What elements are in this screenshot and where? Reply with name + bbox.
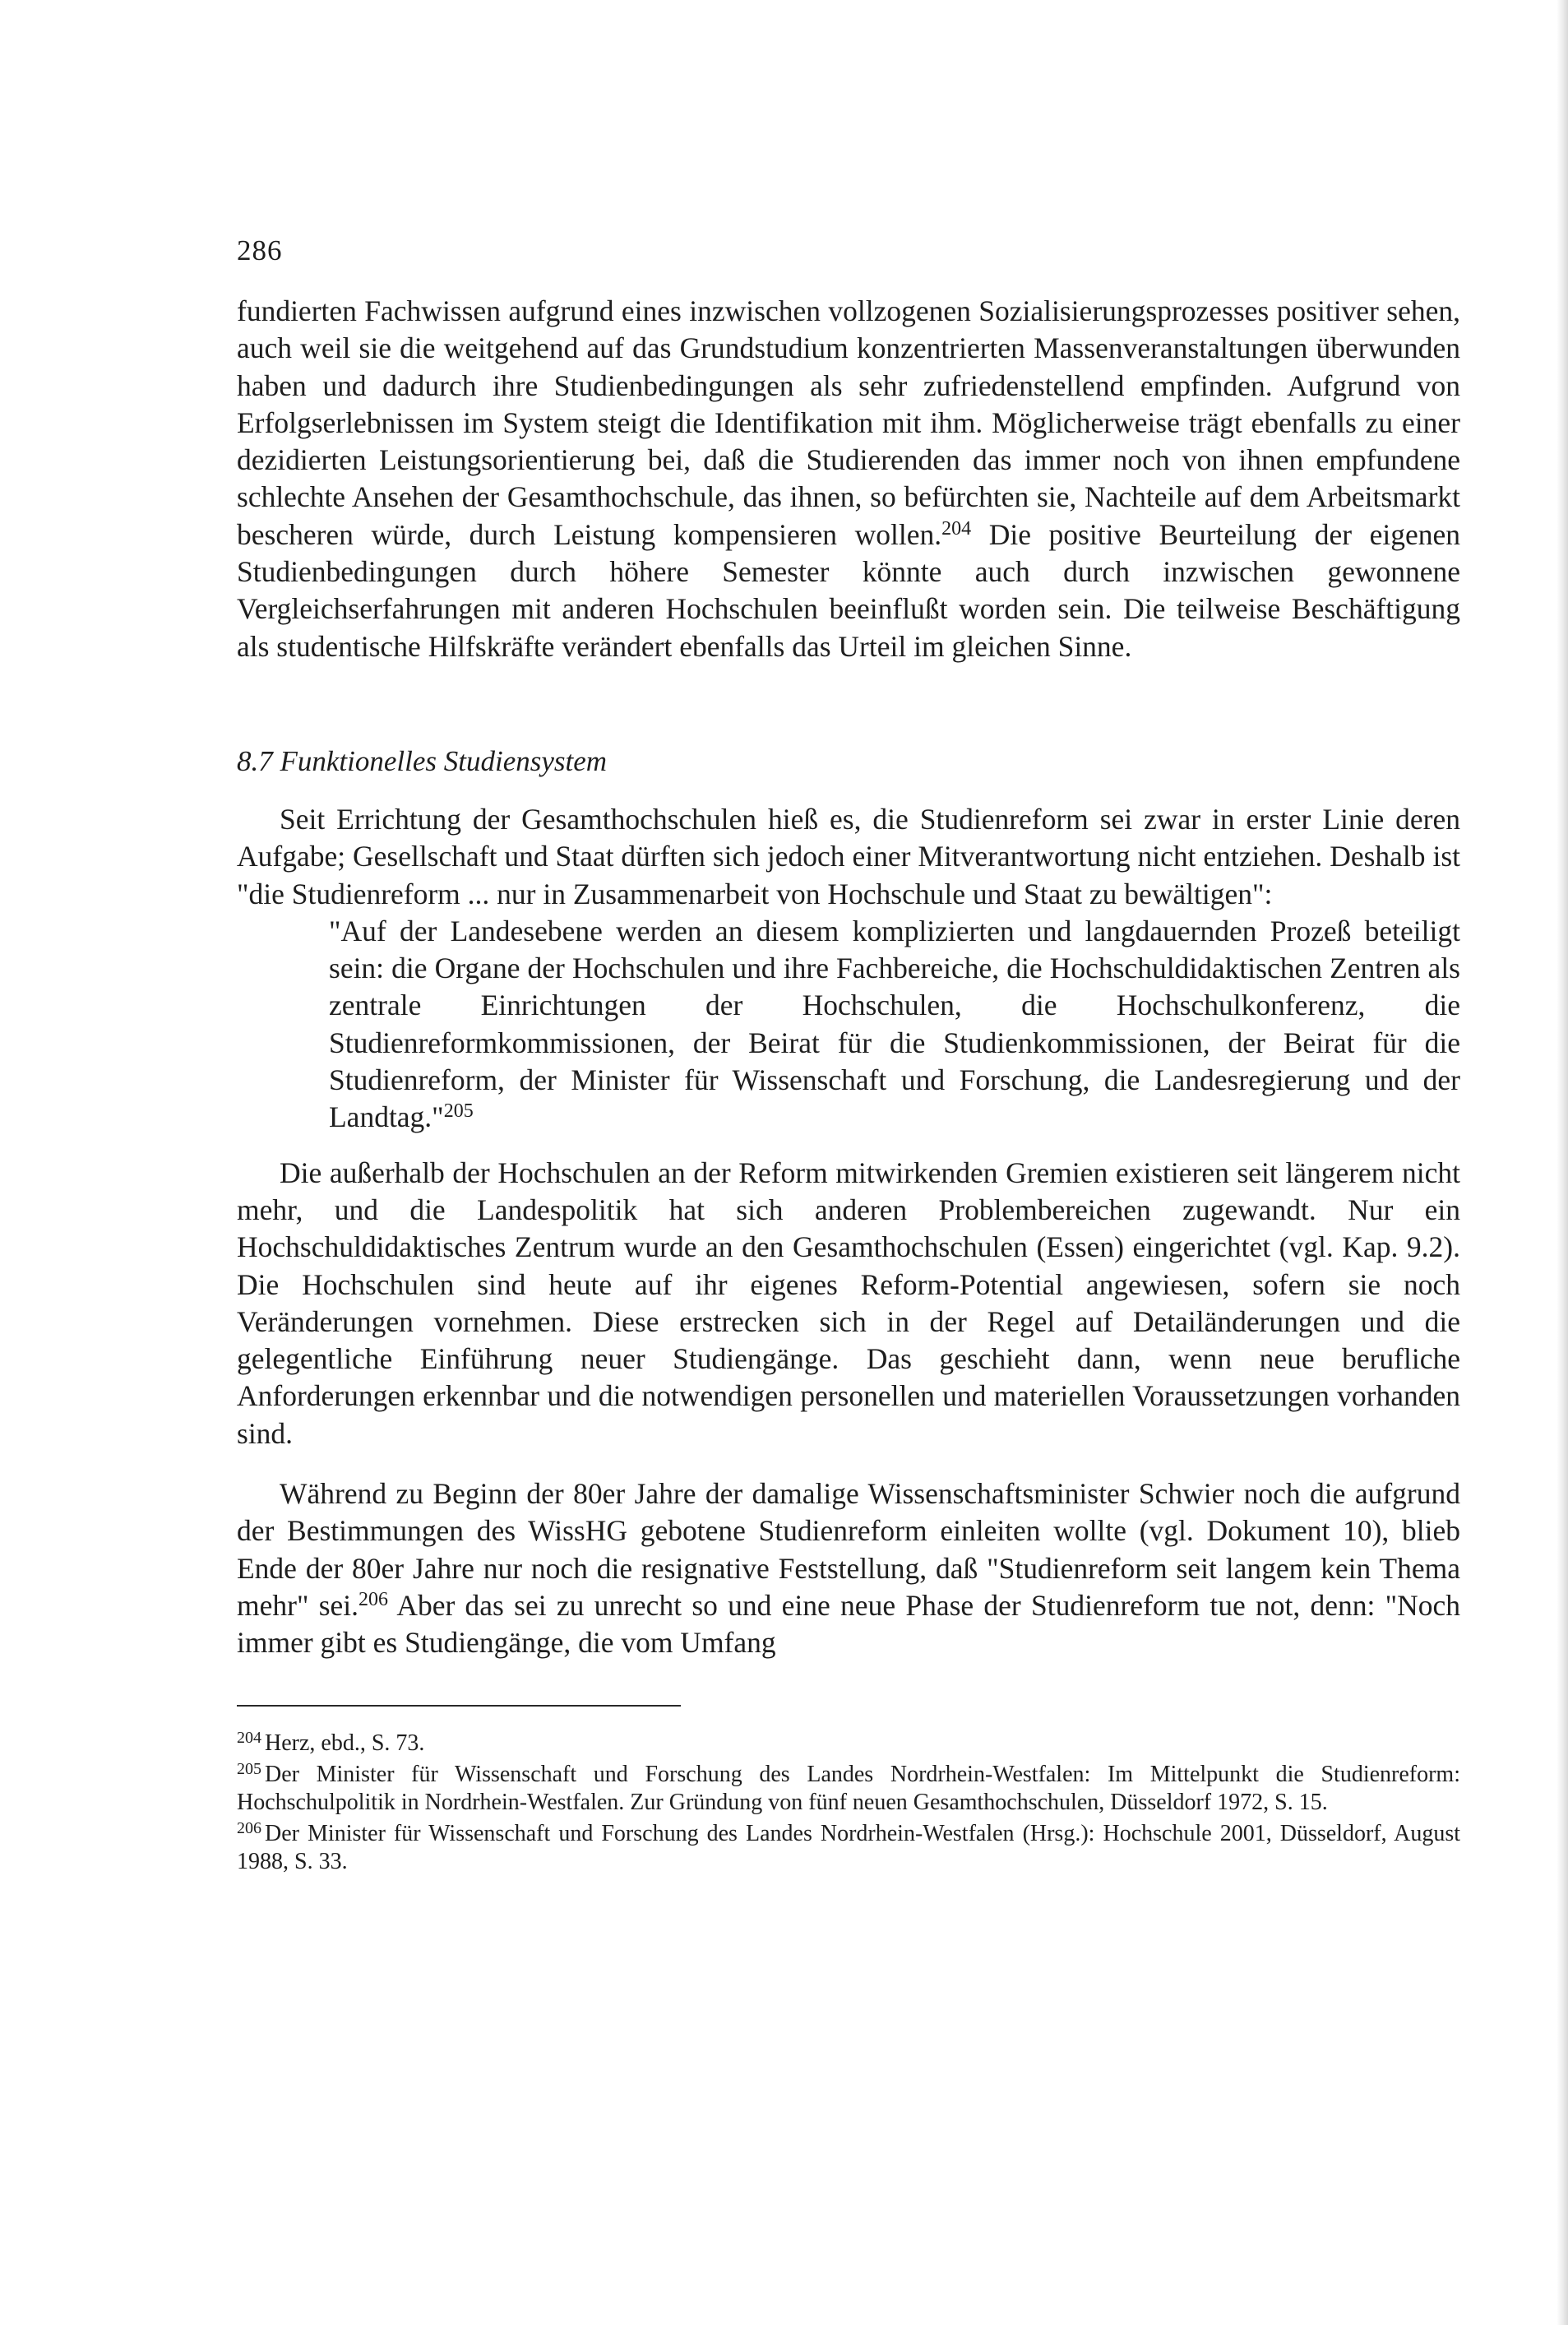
section-heading: 8.7 Funktionelles Studiensystem [237,744,608,777]
page-edge-shadow [1556,0,1568,2325]
footnote-text: Herz, ebd., S. 73. [265,1730,425,1756]
paragraph-text: Die positive Beurteilung der eigenen Studienbedingungen durch höhere Semester könnte auch durch inzwischen gewonnene Vergleichserfahrungen mit anderen Hochschulen beeinflußt worden sein. Die teilweise Beschäftigung als studentische Hilfskräfte verändert ebenfalls das Urteil im gleichen Sinne. [237,517,1460,663]
footnote-number: 206 [237,1818,261,1837]
page-body [237,293,1460,1879]
footnotes [237,1730,1460,1876]
page-number: 286 [237,234,283,266]
footnote-ref-205: 205 [443,1100,474,1123]
footnote-text: Der Minister für Wissenschaft und Forschung des Landes Nordrhein-Westfalen (Hrsg.): Hochschule 2001, Düsseldorf, August 1988, S. 33. [237,1820,1460,1874]
footnote-204 [237,1730,1460,1758]
footnote-number: 205 [237,1759,261,1778]
body-paragraph-4 [237,1475,1460,1661]
paragraph-text: Die außerhalb der Hochschulen an der Reform mitwirkenden Gremien existieren seit längerem nicht mehr, und die Landespolitik hat sich anderen Problembereichen zugewandt. Nur ein Hochschuldidaktisches Zentrum wurde an den Gesamthochschulen (Essen) eingerichtet (vgl. Kap. 9.2). Die Hochschulen sind heute auf ihr eigenes Reform-Potential angewiesen, sofern sie noch Veränderungen vornehmen. Diese erstrecken sich in der Regel auf Detailänderungen und die gelegentliche Einführung neuer Studiengänge. Das geschieht dann, wenn neue berufliche Anforderungen erkennbar und die notwendigen personellen und materiellen Voraussetzungen vorhanden sind. [237,1156,1460,1450]
footnote-205 [237,1761,1460,1817]
paragraph-text: fundierten Fachwissen aufgrund eines inzwischen vollzogenen Sozialisierungsprozesses positiver sehen, auch weil sie die weitgehend auf das Grundstudium konzentrierten Massenveranstaltungen überwunden haben und dadurch ihre Studienbedingungen als sehr zufriedenstellend empfinden. Aufgrund von Erfolgserlebnissen im System steigt die Identifikation mit ihm. Möglicherweise trägt ebenfalls zu einer dezidierten Leistungsorientierung bei, daß die Studierenden das immer noch von ihnen empfundene schlechte Ansehen der Gesamthochschule, das ihnen, so befürchten sie, Nachteile auf dem Arbeitsmarkt bescheren würde, durch Leistung kompensieren wollen. [237,294,1460,551]
body-paragraph-1 [237,293,1460,665]
quote-text: "Auf der Landesebene werden an diesem komplizierten und langdauernden Prozeß beteiligt sein: die Organe der Hochschulen und ihre Fachbereiche, die Hochschuldidaktischen Zentren als zentrale Einrichtungen der Hochschulen, die Hochschulkonferenz, die Studienreformkommissionen, der Beirat für die Studienkommissionen, der Beirat für die Studienreform, der Minister für Wissenschaft und Forschung, die Landesregierung und der Landtag." [329,914,1460,1134]
footnote-ref-206: 206 [358,1588,389,1610]
block-quote [329,913,1460,1137]
footnote-number: 204 [237,1728,261,1747]
paragraph-text: Seit Errichtung der Gesamthochschulen hieß es, die Studienreform sei zwar in erster Linie deren Aufgabe; Gesellschaft und Staat dürften sich jedoch einer Mitverantwortung nicht entziehen. Deshalb ist "die Studienreform ... nur in Zusammenarbeit von Hochschule und Staat zu bewältigen": [237,802,1460,910]
footnote-ref-204: 204 [941,517,972,540]
footnote-separator [237,1705,681,1707]
footnote-text: Der Minister für Wissenschaft und Forschung des Landes Nordrhein-Westfalen: Im Mittelpunkt die Studienreform: Hochschulpolitik in Nordrhein-Westfalen. Zur Gründung von fünf neuen Gesamthochschulen, Düsseldorf 1972, S. 15. [237,1761,1460,1815]
body-paragraph-2 [237,801,1460,913]
paragraph-text: Während zu Beginn der 80er Jahre der damalige Wissenschaftsminister Schwier noch die aufgrund der Bestimmungen des WissHG gebotene Studienreform einleiten wollte (vgl. Dokument 10), blieb Ende der 80er Jahre nur noch die resignative Feststellung, daß "Studienreform seit langem kein Thema mehr" sei. [237,1477,1460,1622]
footnote-206 [237,1820,1460,1876]
body-paragraph-3 [237,1155,1460,1452]
paragraph-text: Aber das sei zu unrecht so und eine neue Phase der Studienreform tue not, denn: "Noch immer gibt es Studiengänge, die vom Umfang [237,1588,1460,1660]
